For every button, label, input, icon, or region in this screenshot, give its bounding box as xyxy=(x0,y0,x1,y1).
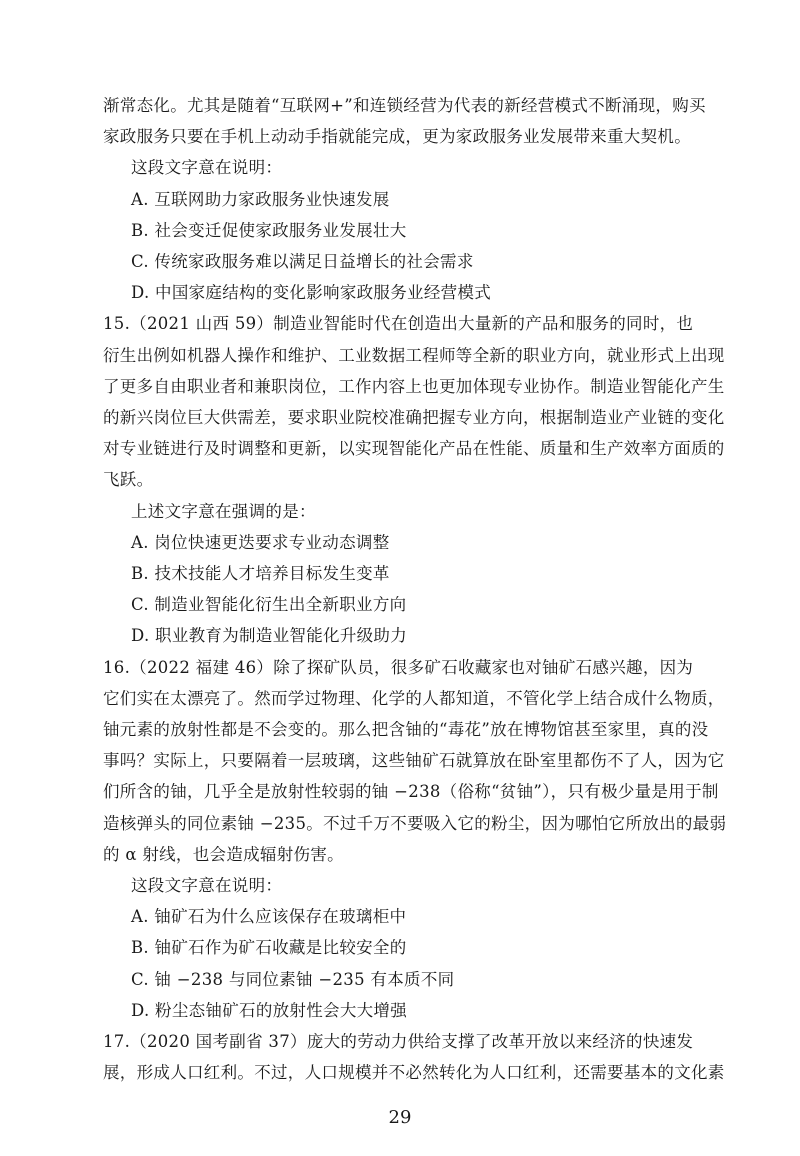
question-16-line: 们所含的铀，几乎全是放射性较弱的铀 −238（俗称“贫铀”），只有极少量是用于制 xyxy=(103,782,719,802)
question-16-line: 16.（2022 福建 46）除了探矿队员，很多矿石收藏家也对铀矿石感兴趣，因为 xyxy=(103,657,694,677)
option-a: A. 铀矿石为什么应该保存在玻璃柜中 xyxy=(131,907,407,927)
question-15-line: 15.（2021 山西 59）制造业智能时代在创造出大量新的产品和服务的同时，也 xyxy=(103,314,694,334)
option-d: D. 粉尘态铀矿石的放射性会大大增强 xyxy=(131,1000,408,1020)
question-stem: 这段文字意在说明： xyxy=(131,158,283,178)
question-15-line: 对专业链进行及时调整和更新，以实现智能化产品在性能、质量和生产效率方面质的 xyxy=(103,439,725,459)
question-15-line: 飞跃。 xyxy=(103,470,154,490)
question-16-line: 它们实在太漂亮了。然而学过物理、化学的人都知道，不管化学上结合成什么物质， xyxy=(103,688,725,708)
option-a: A. 互联网助力家政服务业快速发展 xyxy=(131,189,390,209)
question-16-line: 造核弹头的同位素铀 −235。不过千万不要吸入它的粉尘，因为哪怕它所放出的最弱 xyxy=(103,813,727,833)
question-stem: 这段文字意在说明： xyxy=(131,876,283,895)
question-16-line: 的 α 射线，也会造成辐射伤害。 xyxy=(103,844,344,864)
option-c: C. 铀 −238 与同位素铀 −235 有本质不同 xyxy=(131,969,455,989)
option-b: B. 技术技能人才培养目标发生变革 xyxy=(131,564,390,583)
question-16-line: 铀元素的放射性都是不会变的。那么把含铀的“毒花”放在博物馆甚至家里，真的没 xyxy=(103,720,709,739)
question-15-line: 的新兴岗位巨大供需差，要求职业院校准确把握专业方向，根据制造业产业链的变化 xyxy=(103,408,725,427)
option-d: D. 中国家庭结构的变化影响家政服务业经营模式 xyxy=(131,283,492,303)
option-b: B. 社会变迁促使家政服务业发展壮大 xyxy=(131,220,407,240)
question-17-line: 17.（2020 国考副省 37）庞大的劳动力供给支撑了改革开放以来经济的快速发 xyxy=(103,1032,694,1051)
paragraph-line: 家政服务只要在手机上动动手指就能完成，更为家政服务业发展带来重大契机。 xyxy=(103,127,691,147)
question-15-line: 了更多自由职业者和兼职岗位，工作内容上也更加体现专业协作。制造业智能化产生 xyxy=(103,376,725,396)
option-b: B. 铀矿石作为矿石收藏是比较安全的 xyxy=(131,938,407,958)
option-c: C. 传统家政服务难以满足日益增长的社会需求 xyxy=(131,252,474,271)
option-a: A. 岗位快速更迭要求专业动态调整 xyxy=(131,532,390,552)
page-number: 29 xyxy=(388,1107,412,1129)
paragraph-line: 渐常态化。尤其是随着“互联网+”和连锁经营为代表的新经营模式不断涌现，购买 xyxy=(103,96,706,115)
option-c: C. 制造业智能化衍生出全新职业方向 xyxy=(131,595,407,615)
question-17-line: 展，形成人口红利。不过，人口规模并不必然转化为人口红利，还需要基本的文化素 xyxy=(103,1063,725,1083)
option-d: D. 职业教育为制造业智能化升级助力 xyxy=(131,626,408,646)
question-stem: 上述文字意在强调的是： xyxy=(131,501,316,521)
question-15-line: 衍生出例如机器人操作和维护、工业数据工程师等全新的职业方向，就业形式上出现 xyxy=(103,345,725,365)
question-16-line: 事吗？实际上，只要隔着一层玻璃，这些铀矿石就算放在卧室里都伤不了人，因为它 xyxy=(103,751,725,771)
